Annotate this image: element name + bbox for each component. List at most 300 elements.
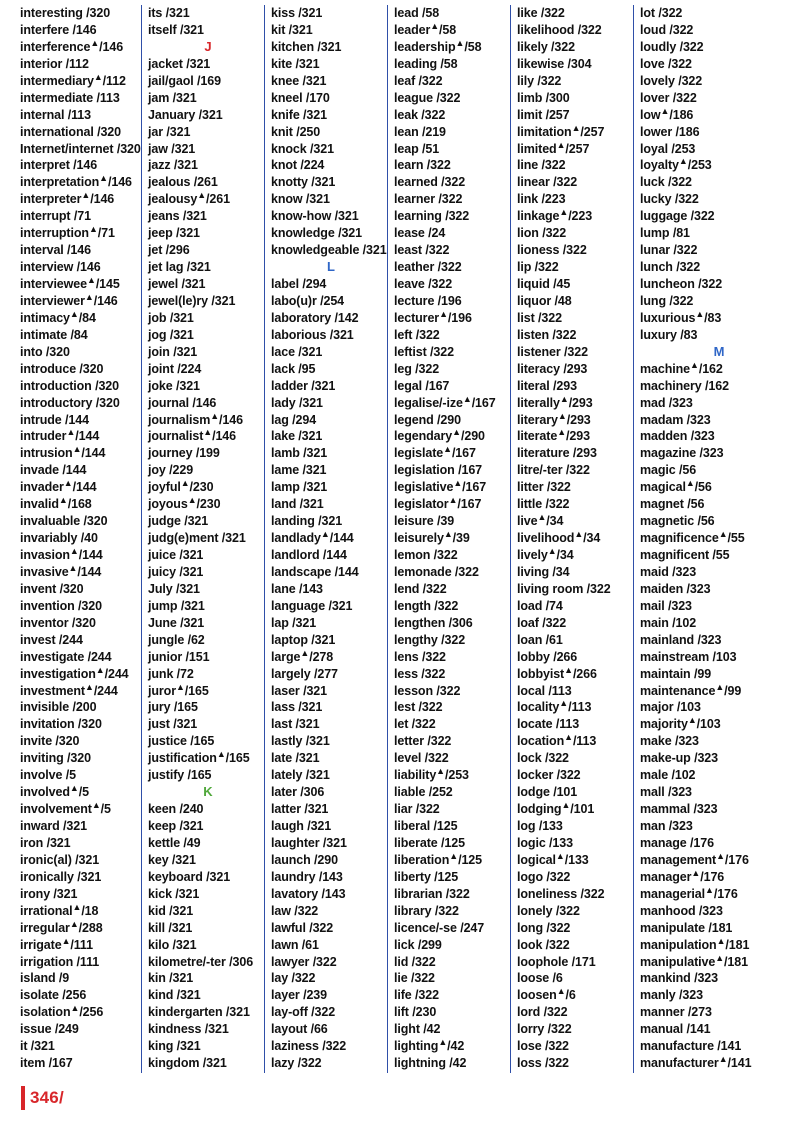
index-entry: lily /322 [517,73,562,88]
index-entry: magazine /323 [640,446,724,461]
index-entry: lest /322 [394,700,443,715]
index-entry: kilometre/-ter /306 [148,954,254,969]
index-entry: linear /322 [517,175,578,190]
index-entry: inviting /320 [20,751,91,766]
triangle-marker-icon: ▲ [187,495,197,506]
index-entry: lamp /321 [271,480,328,495]
triangle-marker-icon: ▲ [537,511,547,522]
triangle-marker-icon: ▲ [718,528,728,539]
index-entry: leave /322 [394,277,453,291]
triangle-marker-icon: ▲ [559,698,569,709]
index-entry: loudly /322 [640,39,704,54]
index-entry: judge /321 [148,514,209,529]
index-entry: love /322 [640,56,692,71]
index-entry: league /322 [394,90,461,105]
index-entry: lively▲/34 [517,545,574,562]
index-entry: invasive▲/144 [20,562,102,579]
triangle-marker-icon: ▲ [63,478,73,489]
index-entry: largely /277 [271,666,338,681]
index-entry: journalism▲/146 [148,410,243,427]
triangle-marker-icon: ▲ [210,410,220,421]
index-entry: knife /321 [271,107,327,122]
triangle-marker-icon: ▲ [58,495,68,506]
index-entry: labo(u)r /254 [271,293,345,308]
index-entry: jar /321 [148,124,191,139]
index-entry: latter /321 [271,802,329,817]
index-entry: juror▲/165 [148,681,209,698]
index-entry: knit /250 [271,124,321,139]
index-entry: leftist /322 [394,344,454,359]
index-entry: interpret /146 [20,158,98,173]
index-entry: loosen▲/6 [517,986,576,1003]
index-entry: keep /321 [148,819,204,833]
index-entry: lovely /322 [640,73,703,88]
index-entry: knotty /321 [271,175,336,190]
section-letter-j: J [204,38,212,54]
index-entry: introduce /320 [20,361,104,376]
index-column-1 [20,5,141,1073]
index-entry: loyal /253 [640,141,696,156]
index-entry: intimacy▲/84 [20,308,96,325]
index-entry: legislation /167 [394,463,483,478]
index-entry: lump /81 [640,226,690,241]
index-entry: intruder▲/144 [20,427,100,444]
index-entry: main /102 [640,615,697,630]
index-entry: limb /300 [517,90,570,105]
triangle-marker-icon: ▲ [564,664,573,675]
index-entry: lung /322 [640,293,694,308]
index-entry: literal /293 [517,378,577,393]
index-entry: journey /199 [148,446,220,461]
index-entry: loss /322 [517,1056,569,1071]
index-entry: literacy /293 [517,361,588,376]
index-entry: load /74 [517,598,563,613]
index-entry: magnet /56 [640,497,705,512]
index-entry: kingdom /321 [148,1056,227,1071]
index-entry: long /322 [517,920,571,935]
index-entry: joint /224 [148,361,202,376]
index-entry: investigation▲/244 [20,664,129,681]
index-entry: jail/gaol /169 [148,73,221,88]
index-entry: lover /322 [640,90,697,105]
index-entry: it /321 [20,1039,55,1054]
index-entry: left /322 [394,327,440,342]
index-entry: itself /321 [148,22,204,37]
triangle-marker-icon: ▲ [449,850,459,861]
index-entry: jump /321 [148,598,205,613]
index-entry: lemon /322 [394,548,458,562]
index-entry: jealousy▲/261 [148,190,230,207]
index-entry: lag /294 [271,412,317,427]
index-entry: interesting /320 [20,6,111,20]
index-entry: knowledgeable /321 [271,243,387,258]
index-entry: interpretation▲/146 [20,173,132,190]
index-entry: magnetic /56 [640,514,715,529]
index-entry: kin /321 [148,971,194,986]
index-entry: lame /321 [271,463,327,478]
index-entry: lately /321 [271,768,330,783]
index-entry: intrude /144 [20,412,89,427]
triangle-marker-icon: ▲ [430,20,440,31]
index-entry: kettle /49 [148,835,201,850]
triangle-marker-icon: ▲ [716,850,725,861]
triangle-marker-icon: ▲ [87,274,96,285]
index-entry: madden /323 [640,429,715,444]
index-entry: lastly /321 [271,734,330,749]
triangle-marker-icon: ▲ [72,444,82,455]
triangle-marker-icon: ▲ [69,308,79,319]
index-entry: jeep /321 [148,226,200,241]
index-entry: madam /323 [640,412,711,427]
triangle-marker-icon: ▲ [678,156,688,167]
index-entry: manufacture /141 [640,1039,742,1054]
index-entry: luncheon /322 [640,277,723,291]
index-entry: lengthen /306 [394,615,473,630]
page-footer [21,1086,64,1110]
index-entry: live▲/34 [517,511,564,529]
index-entry: late /321 [271,751,320,766]
index-column-6 [633,5,798,1073]
index-entry: kite /321 [271,56,320,71]
index-entry: leisurely▲/39 [394,528,470,546]
index-entry: last /321 [271,717,320,732]
index-entry: liquid /45 [517,277,571,291]
index-entry: landing /321 [271,514,343,529]
index-entry: kind /321 [148,988,201,1003]
index-entry: launch /290 [271,852,338,867]
index-column-5 [510,5,637,1073]
index-entry: make-up /323 [640,751,719,766]
index-entry: manual /141 [640,1022,711,1037]
index-entry: lunar /322 [640,243,698,258]
index-entry: learned /322 [394,175,466,190]
index-entry: legendary▲/290 [394,427,485,444]
index-entry: kit /321 [271,22,313,37]
index-entry: juice /321 [148,548,204,562]
index-entry: land /321 [271,497,324,512]
index-entry: lazy /322 [271,1056,322,1071]
index-entry: managerial▲/176 [640,884,738,901]
index-entry: landlord /144 [271,548,347,562]
index-entry: magnificence▲/55 [640,528,745,546]
index-entry: lens /322 [394,649,446,664]
index-entry: literary▲/293 [517,410,591,427]
index-entry: laborious /321 [271,327,354,342]
index-entry: invention /320 [20,598,102,613]
triangle-marker-icon: ▲ [559,393,569,404]
index-entry: lap /321 [271,615,317,630]
triangle-marker-icon: ▲ [95,664,105,675]
triangle-marker-icon: ▲ [557,427,567,438]
index-entry: lunch /322 [640,260,701,275]
index-entry: lip /322 [517,260,559,275]
index-entry: label /294 [271,277,327,291]
triangle-marker-icon: ▲ [70,1003,80,1014]
index-entry: lighting▲/42 [394,1037,465,1054]
triangle-marker-icon: ▲ [687,715,697,726]
index-entry: legislator▲/167 [394,495,482,512]
index-entry: literature /293 [517,446,597,461]
index-entry: lioness /322 [517,243,587,258]
index-entry: liability▲/253 [394,766,469,783]
index-entry: listener /322 [517,344,588,359]
index-entry: manage /176 [640,835,714,850]
index-entry: lodge /101 [517,785,578,800]
index-entry: invalid▲/168 [20,495,92,512]
index-entry: linkage▲/223 [517,207,593,224]
index-entry: jungle /62 [148,632,205,647]
index-entry: law /322 [271,903,319,918]
page-number: 346/ [30,1088,64,1107]
index-entry: interval /146 [20,243,91,258]
index-entry: jazz /321 [148,158,198,173]
triangle-marker-icon: ▲ [453,478,463,489]
index-entry: luxury /83 [640,327,698,342]
index-entry: laughter /321 [271,835,347,850]
triangle-marker-icon: ▲ [320,528,330,539]
index-entry: loan /61 [517,632,563,647]
index-entry: jewel /321 [148,277,206,291]
index-entry: logic /133 [517,835,573,850]
triangle-marker-icon: ▲ [557,410,567,421]
index-entry: lady /321 [271,395,323,410]
index-entry: invariably /40 [20,531,98,546]
index-entry: invader▲/144 [20,478,97,495]
triangle-marker-icon: ▲ [556,986,566,997]
index-entry: mail /323 [640,598,692,613]
index-entry: lass /321 [271,700,323,715]
index-entry: magic /56 [640,463,697,478]
index-entry: irrigate▲/111 [20,935,93,952]
index-entry: licence/-se /247 [394,920,485,935]
index-entry: jewel(le)ry /321 [148,293,236,308]
index-entry: list /322 [517,310,562,325]
index-entry: layout /66 [271,1022,328,1037]
triangle-marker-icon: ▲ [197,190,207,201]
index-entry: lawn /61 [271,937,319,952]
index-entry: issue /249 [20,1022,79,1037]
index-entry: lobbyist▲/266 [517,664,597,681]
index-entry: less /322 [394,666,446,681]
index-entry: length /322 [394,598,459,613]
index-entry: kill /321 [148,920,193,935]
index-entry: machinery /162 [640,378,729,393]
triangle-marker-icon: ▲ [690,359,699,370]
index-entry: kneel /170 [271,90,330,105]
index-entry: invitation /320 [20,717,102,732]
index-entry: laundry /143 [271,869,343,884]
index-entry: lake /321 [271,429,323,444]
index-entry: isolate /256 [20,988,87,1003]
index-entry: kilo /321 [148,937,197,952]
index-entry: layer /239 [271,988,327,1003]
index-entry: January /321 [148,107,223,122]
triangle-marker-icon: ▲ [443,444,452,455]
triangle-marker-icon: ▲ [715,681,725,692]
index-entry: keyboard /321 [148,869,231,884]
index-entry: job /321 [148,310,194,325]
index-entry: life /322 [394,988,439,1003]
index-entry: liberty /125 [394,869,459,884]
index-entry: laugh /321 [271,819,332,833]
index-entry: lease /24 [394,226,446,241]
index-entry: legislative▲/167 [394,478,487,495]
index-entry: interruption▲/71 [20,224,115,241]
index-entry: lead /58 [394,6,440,20]
index-entry: likely /322 [517,39,575,54]
index-entry: isolation▲/256 [20,1003,104,1020]
index-entry: loose /6 [517,971,563,986]
index-entry: involved▲/5 [20,782,89,800]
index-entry: log /133 [517,819,563,833]
index-entry: management▲/176 [640,850,749,867]
triangle-marker-icon: ▲ [685,478,695,489]
index-entry: liquor /48 [517,293,572,308]
triangle-marker-icon: ▲ [84,291,94,302]
index-entry: liable /252 [394,785,453,800]
index-entry: major /103 [640,700,701,715]
index-entry: lane /143 [271,581,323,596]
index-entry: inward /321 [20,819,87,833]
index-entry: interview /146 [20,260,101,275]
index-entry: junk /72 [148,666,194,681]
index-entry: limitation▲/257 [517,122,605,139]
section-letter-k: K [203,784,213,800]
index-entry: make /323 [640,734,699,749]
index-entry: logo /322 [517,869,571,884]
triangle-marker-icon: ▲ [436,766,445,777]
triangle-marker-icon: ▲ [571,122,581,133]
triangle-marker-icon: ▲ [69,782,79,793]
index-entry: manner /273 [640,1005,712,1020]
index-entry: investment▲/244 [20,681,118,698]
index-entry: lose /322 [517,1039,569,1054]
index-entry: lock /322 [517,751,569,766]
triangle-marker-icon: ▲ [448,495,458,506]
index-entry: machine▲/162 [640,359,723,376]
index-entry: little /322 [517,497,570,512]
index-entry: know /321 [271,192,330,207]
index-entry: knot /224 [271,158,325,173]
index-entry: laboratory /142 [271,310,359,325]
index-entry: manufacturer▲/141 [640,1053,752,1071]
triangle-marker-icon: ▲ [443,528,453,539]
index-entry: leak /322 [394,107,446,122]
index-entry: least /322 [394,243,450,258]
index-entry: invade /144 [20,463,87,478]
index-entry: literally▲/293 [517,393,593,410]
triangle-marker-icon: ▲ [715,952,725,963]
index-entry: island /9 [20,971,70,986]
index-entry: judg(e)ment /321 [148,531,246,546]
index-entry: joy /229 [148,463,194,478]
index-entry: maintenance▲/99 [640,681,742,698]
index-entry: kiss /321 [271,6,323,20]
index-entry: library /322 [394,903,459,918]
index-entry: introductory /320 [20,395,120,410]
index-entry: involve /5 [20,768,76,783]
index-entry: lot /322 [640,6,683,20]
index-entry: maintain /99 [640,666,712,681]
index-entry: laptop /321 [271,632,336,647]
index-entry: likelihood /322 [517,22,602,37]
index-entry: invasion▲/144 [20,545,103,562]
index-entry: majority▲/103 [640,715,721,732]
triangle-marker-icon: ▲ [216,749,226,760]
index-entry: ironically /321 [20,869,102,884]
index-entry: location▲/113 [517,732,597,749]
index-entry: look /322 [517,937,570,952]
index-entry: lucky /322 [640,192,699,207]
index-entry: lion /322 [517,226,567,241]
index-entry: liberation▲/125 [394,850,483,867]
index-entry: mad /323 [640,395,693,410]
triangle-marker-icon: ▲ [81,190,91,201]
index-entry: invest /244 [20,632,83,647]
index-entry: low▲/186 [640,105,694,122]
triangle-marker-icon: ▲ [438,1037,448,1048]
index-entry: legal /167 [394,378,450,393]
index-entry: like /322 [517,6,565,20]
triangle-marker-icon: ▲ [61,935,71,946]
index-entry: its /321 [148,6,190,20]
index-entry: Internet/internet /320 [20,141,141,156]
index-entry: lemonade /322 [394,564,479,579]
triangle-marker-icon: ▲ [99,173,108,184]
index-entry: king /321 [148,1039,201,1054]
index-entry: intimate /84 [20,327,88,342]
triangle-marker-icon: ▲ [452,427,461,438]
index-entry: irrigation /111 [20,954,100,969]
index-entry: locality▲/113 [517,698,592,715]
index-entry: loaf /322 [517,615,567,630]
index-entry: lecture /196 [394,293,462,308]
index-entry: lodging▲/101 [517,799,595,817]
index-entry: living /34 [517,564,570,579]
triangle-marker-icon: ▲ [555,850,565,861]
triangle-marker-icon: ▲ [90,37,100,48]
triangle-marker-icon: ▲ [69,545,79,556]
index-entry: maid /323 [640,564,697,579]
index-entry: large▲/278 [271,647,334,664]
triangle-marker-icon: ▲ [69,918,79,929]
triangle-marker-icon: ▲ [559,207,569,218]
index-entry: jog /321 [148,327,194,342]
index-entry: kindergarten /321 [148,1005,250,1020]
index-entry: male /102 [640,768,696,783]
index-entry: litre/-ter /322 [517,463,590,478]
index-column-4 [387,5,514,1073]
section-letter-m: M [713,343,725,359]
index-entry: line /322 [517,158,566,173]
index-entry: invite /320 [20,734,80,749]
index-entry: leading /58 [394,56,458,71]
index-entry: leisure /39 [394,514,455,529]
index-entry: lord /322 [517,1005,568,1020]
index-entry: lonely /322 [517,903,580,918]
index-entry: luck /322 [640,175,692,190]
index-entry: interviewer▲/146 [20,291,118,308]
index-entry: mainland /323 [640,632,722,647]
triangle-marker-icon: ▲ [695,308,705,319]
index-entry: let /322 [394,717,436,732]
index-entry: lick /299 [394,937,442,952]
index-entry: magical▲/56 [640,478,712,495]
index-entry: know-how /321 [271,209,359,224]
index-entry: lesson /322 [394,683,461,698]
index-entry: literate▲/293 [517,427,590,444]
index-entry: learn /322 [394,158,451,173]
